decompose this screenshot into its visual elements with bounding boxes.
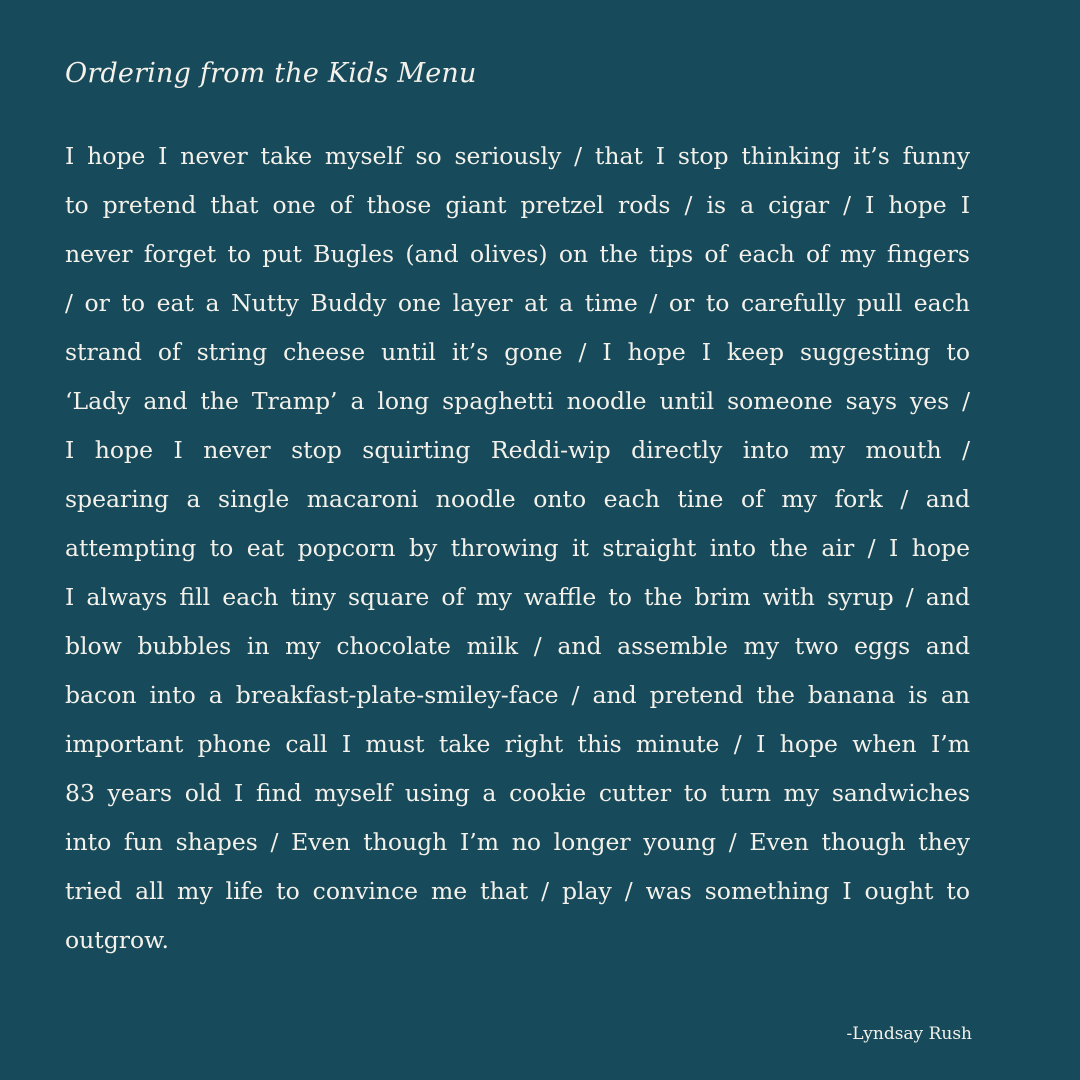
poem-author: -Lyndsay Rush: [846, 1024, 972, 1044]
poem-line: I hope I never take myself so seriously / that I stop thinking it’s funny: [65, 142, 970, 170]
poem-line: into fun shapes / Even though I’m no longer young / Even though they: [65, 828, 970, 856]
poem-line: never forget to put Bugles (and olives) on the tips of each of my fingers: [65, 240, 970, 268]
poem-line: attempting to eat popcorn by throwing it straight into the air / I hope: [65, 534, 970, 562]
poem-line: spearing a single macaroni noodle onto each tine of my fork / and: [65, 485, 970, 513]
poem-line: tried all my life to convince me that / play / was something I ought to: [65, 877, 970, 905]
poem-line: ‘Lady and the Tramp’ a long spaghetti noodle until someone says yes /: [65, 387, 970, 415]
poem-line: I hope I never stop squirting Reddi-wip directly into my mouth /: [65, 436, 970, 464]
poem-line: / or to eat a Nutty Buddy one layer at a time / or to carefully pull each: [65, 289, 970, 317]
poem-line: I always fill each tiny square of my waffle to the brim with syrup / and: [65, 583, 970, 611]
poem-line: important phone call I must take right this minute / I hope when I’m: [65, 730, 970, 758]
poem-line: strand of string cheese until it’s gone / I hope I keep suggesting to: [65, 338, 970, 366]
poem-line: 83 years old I find myself using a cookie cutter to turn my sandwiches: [65, 779, 970, 807]
poem-line: bacon into a breakfast-plate-smiley-face / and pretend the banana is an: [65, 681, 970, 709]
poem-line: to pretend that one of those giant pretzel rods / is a cigar / I hope I: [65, 191, 970, 219]
poem-body: [65, 132, 970, 965]
poem-line: outgrow.: [65, 926, 169, 954]
poem-line: blow bubbles in my chocolate milk / and assemble my two eggs and: [65, 632, 970, 660]
poem-title: Ordering from the Kids Menu: [65, 58, 477, 89]
